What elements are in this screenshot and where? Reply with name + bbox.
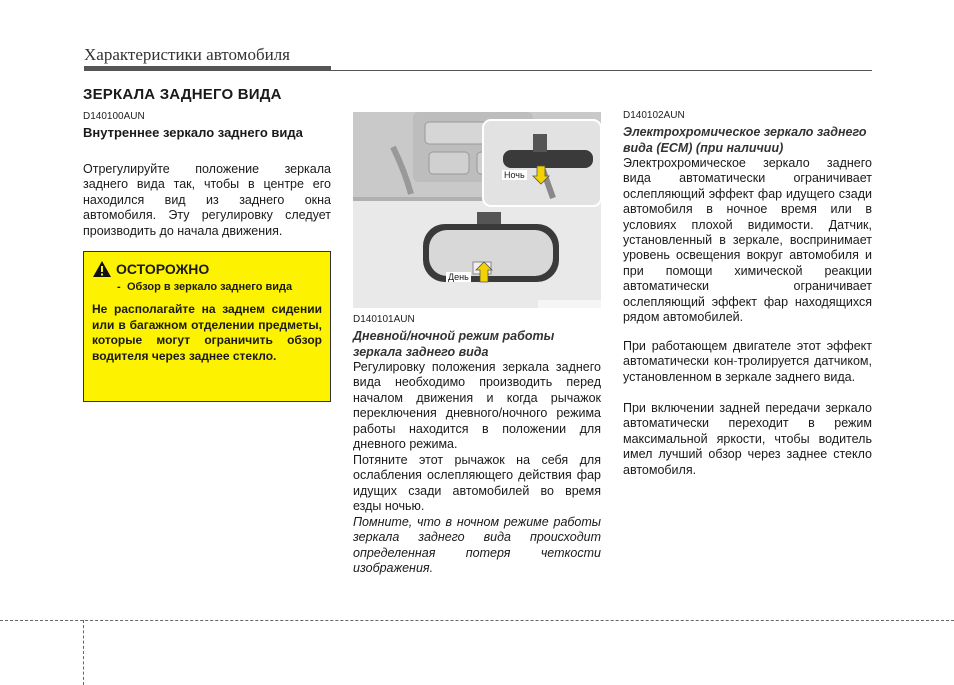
header-rule-thin <box>331 70 872 71</box>
hyphen: - <box>733 354 738 369</box>
subsection-title: Дневной/ночной режим работы зеркала заднего вида <box>353 329 555 359</box>
warning-dash: - <box>117 281 121 293</box>
section-title: ЗЕРКАЛА ЗАДНЕГО ВИДА <box>83 86 282 103</box>
figure-label-night: Ночь <box>504 170 525 180</box>
paragraph: При включении задней передачи зеркало автоматически переходит в режим максимальной яркости, чтобы водитель имел лучший обзор через заднее стекло автомобиля. <box>623 401 872 477</box>
paragraph: Регулировку положения зеркала заднего вида необходимо производить перед началом движения и когда рычажок переключения дневного/ночного режима работы находится в положении для дневного режима. <box>353 360 601 452</box>
subsection-title: Электрохромическое зеркало заднего вида (ECM) (при наличии) <box>623 125 867 155</box>
running-header: Характеристики автомобиля <box>84 45 290 64</box>
warning-box <box>83 251 331 402</box>
footer-dashed-rule <box>0 620 954 621</box>
note-paragraph: Помните, что в ночном режиме работы зеркала заднего вида происходит определенная потеря четкости изображения. <box>353 515 601 576</box>
header-rule-thick <box>84 66 331 71</box>
section-code: D140101AUN <box>353 314 415 325</box>
warning-triangle-icon <box>92 260 112 278</box>
paragraph: Отрегулируйте положение зеркала заднего вида так, чтобы в центре его находился вид из заднего окна автомобиля. Эту регулировку следует производить до начала движения. <box>83 162 331 238</box>
footer-vertical-rule <box>83 620 84 685</box>
figure-label-day: День <box>448 272 469 282</box>
paragraph: Электрохромическое зеркало заднего вида автоматически ограничивает ослепляющий эффект фар идущего сзади автомобиля в ночное время или в условиях плохой видимости. Датчик, установленный в зеркале, воспринимает уровень освещения вокруг автомобиля и при помощи химической реакции автоматически ограничивает ослепляющий эффект фар находящихся рядом автомобилей. <box>623 156 872 325</box>
warning-title: ОСТОРОЖНО <box>116 261 210 277</box>
warning-subtitle: Обзор в зеркало заднего вида <box>127 281 293 293</box>
paragraph: Потяните этот рычажок на себя для ослабления ослепляющего действия фар идущих сзади автомобилей во время езды ночью. <box>353 453 601 514</box>
warning-text: Не располагайте на заднем сидении или в багажном отделении предметы, которые могут ограничить обзор водителя через заднее стекло. <box>92 302 322 363</box>
paragraph-part: тролируется датчиком, установленном в зеркале заднего вида. <box>623 354 872 384</box>
section-code: D140102AUN <box>623 110 685 121</box>
mirror-photo <box>353 112 601 308</box>
paragraph <box>623 339 872 385</box>
section-code: D140100AUN <box>83 111 145 122</box>
subsection-title: Внутреннее зеркало заднего вида <box>83 125 303 140</box>
paragraph-part: При работающем двигателе этот эффект автоматически кон <box>623 339 872 369</box>
